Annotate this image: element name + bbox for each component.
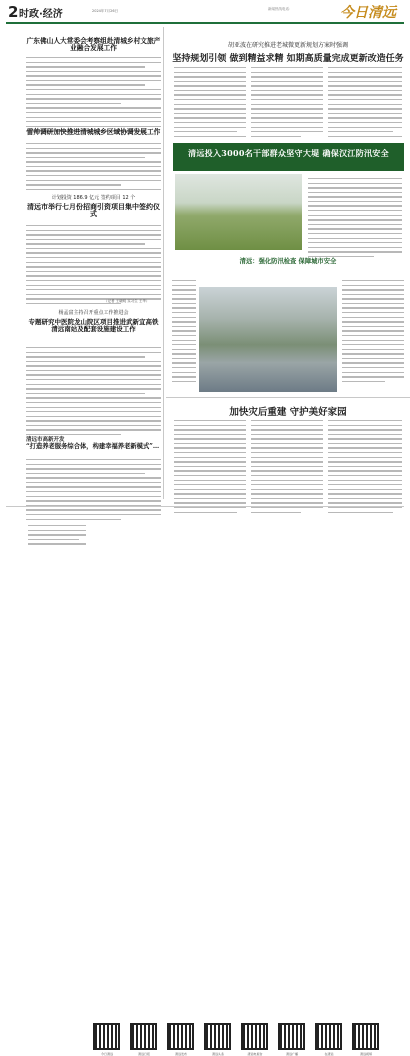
reconstruction-headline: 加快灾后重建 守护美好家园 <box>229 407 347 418</box>
reconstruction-body-col3 <box>328 420 402 516</box>
footer-note <box>28 525 86 548</box>
headline-4: 专题研究中医院龙山院区项目推进武新宜高铁清远南站及配套设施建设工作 <box>28 318 159 333</box>
article-3-body <box>26 225 161 307</box>
reconstruction-body-col2 <box>251 420 323 516</box>
headline-5-kicker: 清远市高新开发 <box>26 437 65 443</box>
city-safety-body-right <box>342 280 404 385</box>
qr-code-6[interactable] <box>278 1023 305 1050</box>
lead-body-col3 <box>328 67 402 140</box>
qr-label-2: 清远日报 <box>137 1052 150 1056</box>
lead-body-col2 <box>251 67 323 140</box>
lead-headline: 坚持规划引领 做到精益求精 如期高质量完成更新改造任务 <box>172 54 404 64</box>
flood-article-body <box>308 178 402 260</box>
headline-3-kicker: 计划投资 186.9 亿元 签约项目 12 个 <box>51 195 136 201</box>
qr-code-4[interactable] <box>204 1023 231 1050</box>
left-column <box>26 27 161 502</box>
qr-code-8[interactable] <box>352 1023 379 1050</box>
article-3-caption: （记者 王晓明 实习生 王华） <box>104 299 150 303</box>
reconstruction-body-col1 <box>174 420 246 516</box>
article-2-body <box>26 143 161 193</box>
issue-date: 2024年7月26日 <box>92 9 119 13</box>
lead-body-col1 <box>174 67 246 140</box>
headline-5: “打造养老服务综合体，构建幸福养老新模式”… <box>26 443 160 450</box>
page-number: 2 <box>8 3 19 21</box>
qr-label-7: 在清远 <box>324 1052 334 1056</box>
headline-4-kicker: 杨孟富主持召开重点工作推进会 <box>58 310 129 316</box>
footer <box>0 503 410 1056</box>
qr-code-5[interactable] <box>241 1023 268 1050</box>
city-safety-body-left <box>172 280 196 385</box>
levee-workers-photo <box>175 174 302 250</box>
contact-text: 新闻热线电话： <box>268 7 293 11</box>
qr-label-4: 清远头条 <box>211 1052 224 1056</box>
qr-code-1[interactable] <box>93 1023 120 1050</box>
section-name: 时政·经济 <box>19 9 63 20</box>
qr-label-5: 清远电视台 <box>247 1052 263 1056</box>
headline-2: 雷帅调研加快推进清城城乡区域协调发展工作 <box>26 128 161 136</box>
flood-gate-photo <box>199 287 337 392</box>
headline-1: 广东佛山人大常委会考察组赴清城乡村文旅产业融合发展工作 <box>26 37 161 53</box>
qr-code-3[interactable] <box>167 1023 194 1050</box>
right-column <box>166 24 410 504</box>
lead-kicker: 胡亚波在研究推进老城微更新规划方案时强调 <box>227 42 348 49</box>
flood-banner-title: 清远投入3000名干部群众坚守大堤 确保汉江防汛安全 <box>188 148 389 158</box>
qr-code-7[interactable] <box>315 1023 342 1050</box>
qr-code-2[interactable] <box>130 1023 157 1050</box>
qr-label-6: 清远广播 <box>285 1052 298 1056</box>
flood-banner <box>173 143 404 171</box>
article-1-body <box>26 57 161 135</box>
section-rule <box>166 397 410 398</box>
qr-label-3: 清远发布 <box>174 1052 187 1056</box>
qr-label-8: 清远视频 <box>359 1052 372 1056</box>
city-safety-banner: 清远：强化防汛检查 保障城市安全 <box>239 258 337 265</box>
headline-3: 清远市举行七月份招商引资项目集中签约仪式 <box>27 202 160 219</box>
article-4-body <box>26 347 161 439</box>
column-divider <box>163 27 164 499</box>
page-header <box>0 0 410 24</box>
qr-label-1: 今日清远 <box>100 1052 113 1056</box>
newspaper-logo: 今日清远 <box>340 5 396 21</box>
